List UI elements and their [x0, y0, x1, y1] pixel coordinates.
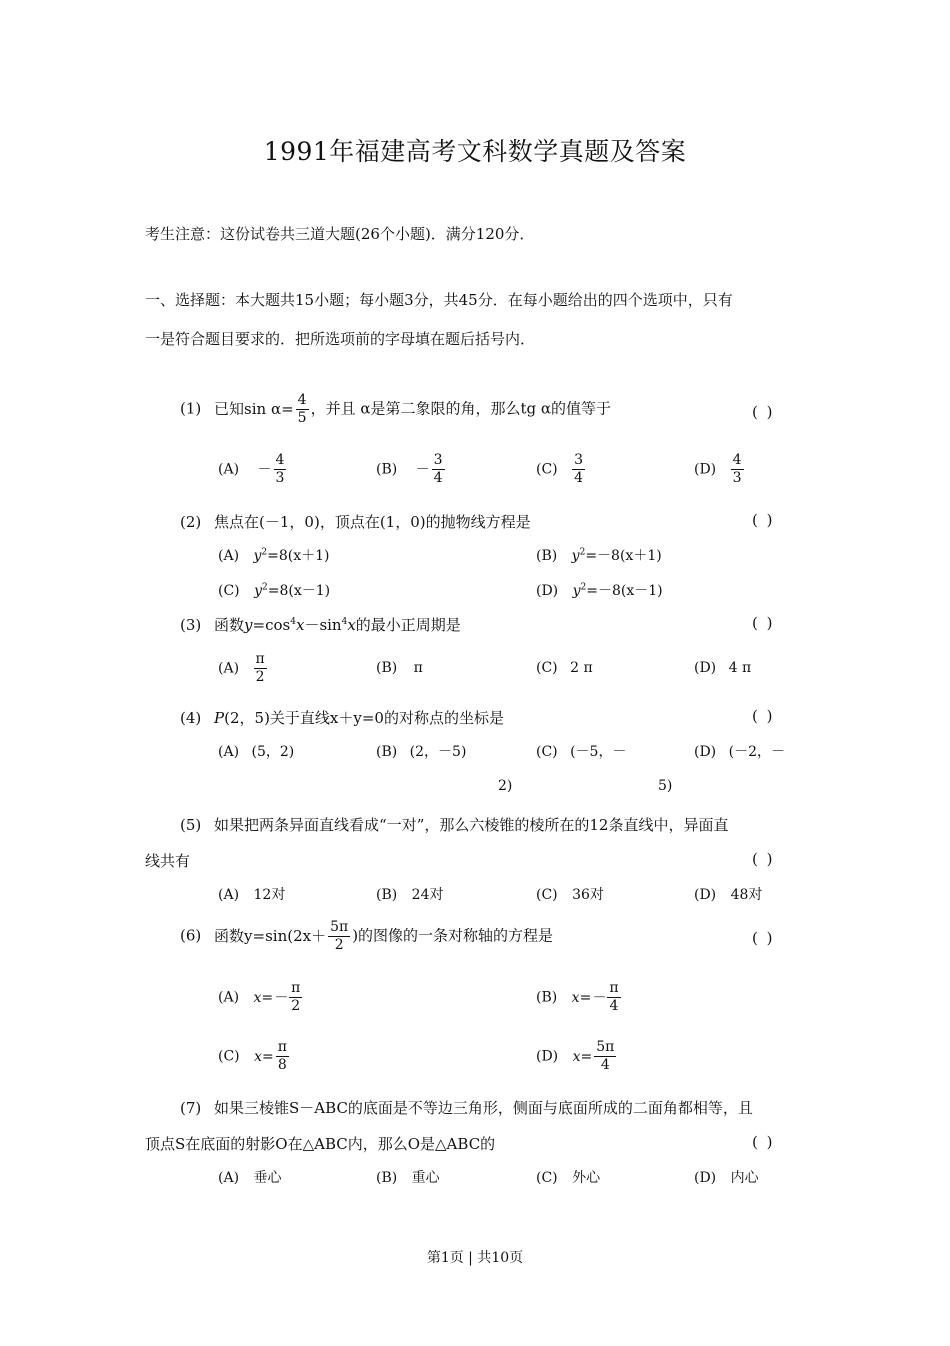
q5-option-d: (D) 48对: [694, 887, 763, 903]
q3-option-d: (D) 4 π: [694, 660, 752, 676]
q7-option-b: (B) 重心: [376, 1170, 440, 1186]
section1-instructions-line2: 一是符合题目要求的．把所选项前的字母填在题后括号内．: [145, 330, 536, 348]
question-number: (5): [180, 816, 202, 834]
answer-paren: ( ): [752, 511, 775, 529]
question-6-stem: (6) 函数y=sin(2x＋ $\frac{5\pi}{2}$ )的图像的一条对称轴的方程是: [180, 919, 554, 953]
question-2-stem: (2) 焦点在(－1，0)，顶点在(1，0)的抛物线方程是: [180, 513, 531, 531]
q4-option-d: (D) (－2，－: [694, 744, 785, 760]
fraction: $\frac{5\pi}{2}$: [330, 919, 349, 953]
q1-option-d: (D) $\frac{4}{3}$: [694, 452, 742, 486]
question-5-stem-line2: 线共有: [145, 852, 191, 870]
question-number: (1): [180, 399, 202, 418]
question-1-pre: 已知sin α=: [214, 399, 294, 418]
q1-option-a: (A) － $\frac{4}{3}$: [218, 452, 285, 486]
page-title: 1991年福建高考文科数学真题及答案: [263, 137, 687, 166]
q1-option-b: (B) － $\frac{3}{4}$: [376, 452, 443, 486]
answer-paren: ( ): [752, 850, 775, 868]
q5-option-c: (C) 36对: [536, 887, 604, 903]
exam-notice: 考生注意：这份试卷共三道大题(26个小题)．满分120分．: [145, 225, 535, 243]
q7-option-c: (C) 外心: [536, 1170, 601, 1186]
answer-paren: ( ): [752, 929, 775, 947]
q7-option-d: (D) 内心: [694, 1170, 759, 1186]
q4-option-a: (A) (5，2): [218, 744, 295, 760]
q6-option-d: (D) x= $\frac{5\pi}{4}$: [536, 1039, 615, 1073]
q3-option-c: (C) 2 π: [536, 660, 593, 676]
q2-option-d: (D) $y^2=-8(x-1)$: [536, 582, 663, 599]
question-1-stem: [180, 392, 611, 427]
q5-option-b: (B) 24对: [376, 887, 444, 903]
question-4-stem: (4) P(2，5)关于直线x＋y=0的对称点的坐标是: [180, 709, 504, 727]
question-7-stem-line1: (7) 如果三棱锥S－ABC的底面是不等边三角形，侧面与底面所成的二面角都相等，且: [180, 1099, 753, 1117]
q6-option-b: (B) x=－ $\frac{\pi}{4}$: [536, 980, 619, 1014]
question-number: (6): [180, 926, 202, 945]
q6-option-c: (C) x= $\frac{\pi}{8}$: [218, 1039, 287, 1073]
question-number: (3): [180, 616, 202, 634]
q6-option-a: (A) x=－ $\frac{\pi}{2}$: [218, 980, 301, 1014]
q5-option-a: (A) 12对: [218, 887, 286, 903]
answer-paren: ( ): [752, 614, 775, 632]
section1-instructions-line1: 一、选择题：本大题共15小题；每小题3分，共45分．在每小题给出的四个选项中，只有: [145, 291, 733, 309]
q4-option-d-wrap: 5): [658, 778, 673, 794]
question-number: (7): [180, 1099, 202, 1117]
q4-option-c: (C) (－5，－: [536, 744, 627, 760]
fraction: $\frac{4}{5}$: [297, 392, 307, 426]
q2-option-c: (C) $y^2=8(x-1)$: [218, 582, 331, 599]
question-7-stem-line2: 顶点S在底面的射影O在△ABC内，那么O是△ABC的: [145, 1135, 496, 1153]
q7-option-a: (A) 垂心: [218, 1170, 282, 1186]
question-number: (4): [180, 709, 202, 727]
answer-paren: ( ): [752, 403, 775, 421]
q2-option-b: (B) $y^2=-8(x+1)$: [536, 547, 662, 564]
answer-paren: ( ): [752, 707, 775, 725]
q3-option-b: (B) π: [376, 660, 423, 676]
question-1-post: ，并且 α是第二象限的角，那么tg α的值等于: [310, 399, 612, 418]
question-5-stem-line1: (5) 如果把两条异面直线看成“一对”，那么六棱锥的棱所在的12条直线中，异面直: [180, 816, 729, 834]
q3-option-a: (A) $\frac{\pi}{2}$: [218, 651, 265, 685]
q2-option-a: (A) $y^2=8(x+1)$: [218, 547, 330, 564]
question-3-stem: (3) 函数$y=\cos^4x-\sin^4x$的最小正周期是: [180, 616, 461, 634]
cos-sin-formula: $y=\cos^4x-\sin^4x$: [244, 616, 356, 634]
q4-option-c-wrap: 2): [498, 778, 513, 794]
q1-option-c: (C) $\frac{3}{4}$: [536, 452, 584, 486]
question-number: (2): [180, 513, 202, 531]
q4-option-b: (B) (2，－5): [376, 744, 467, 760]
answer-paren: ( ): [752, 1133, 775, 1151]
page-footer: 第1页 | 共10页: [426, 1250, 524, 1266]
